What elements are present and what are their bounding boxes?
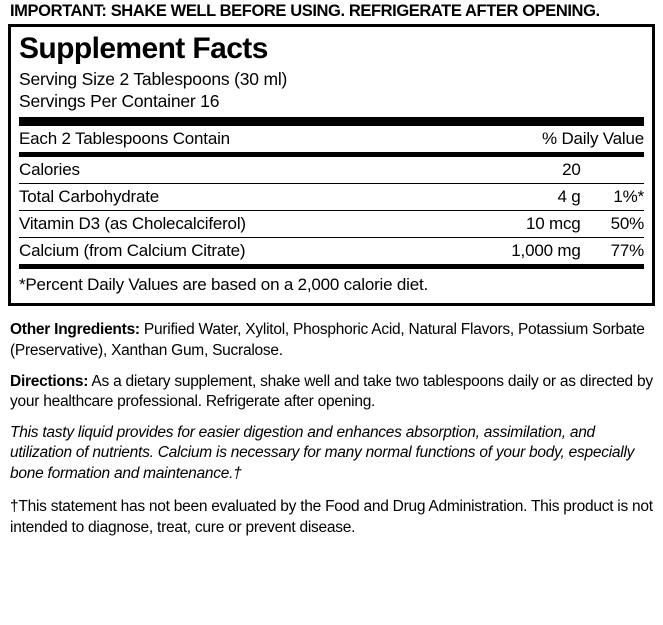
nutrient-rows: [19, 157, 644, 264]
serving-size: Serving Size 2 Tablespoons (30 ml): [19, 68, 288, 89]
nutrient-amount: 20: [449, 157, 580, 184]
nutrient-label: Calcium (from Calcium Citrate): [19, 241, 246, 261]
panel-title: Supplement Facts: [19, 32, 268, 66]
table-row: [19, 211, 644, 238]
servings-per-container: Servings Per Container 16: [19, 90, 220, 111]
table-row: [19, 238, 644, 265]
important-banner: IMPORTANT: SHAKE WELL BEFORE USING. REFRIGERATE AFTER OPENING.: [10, 2, 600, 20]
supplement-facts-panel: [8, 24, 655, 306]
other-ingredients-label: Other Ingredients:: [10, 321, 140, 339]
table-row: [19, 184, 644, 211]
table-row: [19, 157, 644, 184]
nutrient-amount: 1,000 mg: [511, 241, 581, 261]
nutrient-daily-value: 50%: [581, 211, 644, 238]
directions-paragraph: [10, 372, 653, 412]
nutrient-label: Vitamin D3 (as Cholecalciferol): [19, 211, 449, 238]
other-ingredients-paragraph: [10, 320, 653, 360]
benefit-statement: This tasty liquid provides for easier digestion and enhances absorption, assimilation, and utilization of nutrients. Calcium is necessary for many normal functions of your body, especially bone formation and maintenance.†: [10, 424, 635, 482]
nutrient-amount: 4 g: [449, 184, 580, 211]
nutrient-daily-value: 1%*: [581, 184, 644, 211]
label-body-text: [8, 306, 655, 539]
nutrient-daily-value: 77%: [610, 241, 644, 261]
directions-text: As a dietary supplement, shake well and take two tablespoons daily or as directed by your healthcare professional. Refrigerate after opening.: [10, 372, 653, 410]
daily-value-footnote: *Percent Daily Values are based on a 2,000 calorie diet.: [19, 275, 429, 295]
nutrient-daily-value: [581, 157, 644, 184]
fda-disclaimer: †This statement has not been evaluated by the Food and Drug Administration. This product is not intended to diagnose, treat, cure or prevent disease.: [10, 498, 653, 537]
directions-label: Directions:: [10, 372, 89, 390]
nutrient-label: Calories: [19, 157, 449, 184]
table-header-row: [19, 126, 644, 152]
nutrient-label: Total Carbohydrate: [19, 184, 449, 211]
panel-divider-thick: [19, 117, 644, 126]
column-header-label: Each 2 Tablespoons Contain: [19, 129, 230, 149]
nutrient-amount: 10 mcg: [449, 211, 580, 238]
other-ingredients-text: Purified Water, Xylitol, Phosphoric Acid, Natural Flavors, Potassium Sorbate (Preservative), Xanthan Gum, Sucralose.: [10, 321, 645, 359]
column-header-daily-value: % Daily Value: [542, 129, 644, 149]
nutrition-table: [19, 126, 644, 152]
